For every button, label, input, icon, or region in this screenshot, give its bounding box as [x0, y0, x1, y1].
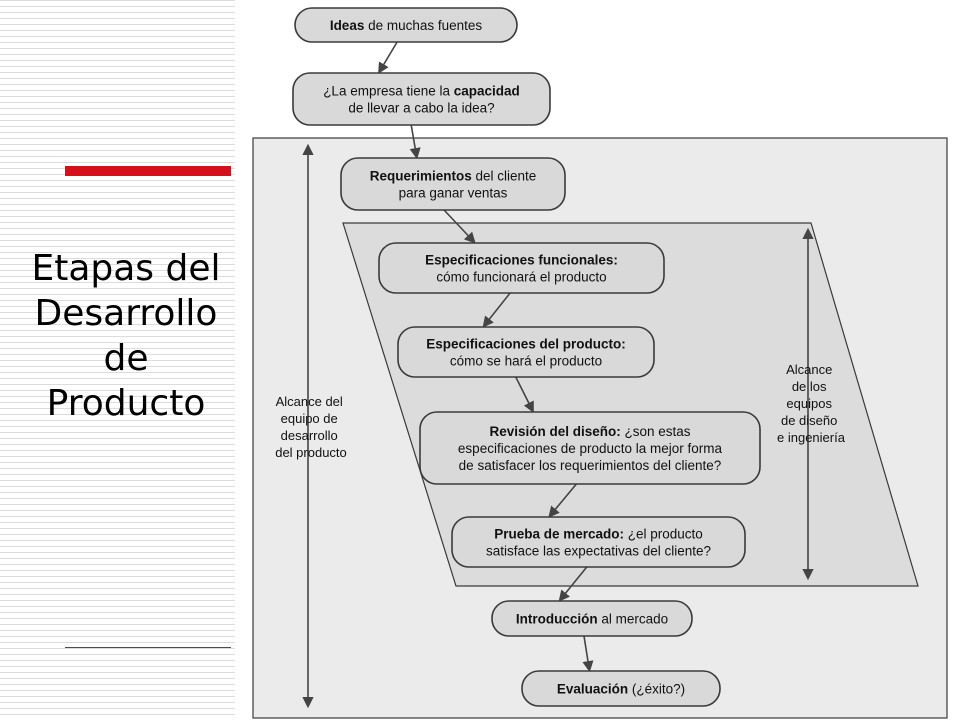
red-accent-bar	[65, 166, 231, 176]
flow-step-text: Prueba de mercado: ¿el producto satisface las expectativas del cliente?	[485, 526, 712, 559]
title-line-3: de	[103, 338, 149, 379]
flow-step-2	[293, 73, 550, 125]
flow-step-box	[398, 327, 654, 377]
flow-step-text: Introducción al mercado	[515, 611, 669, 627]
flow-step-text: Ideas de muchas fuentes	[329, 18, 483, 33]
flow-step-box	[452, 517, 745, 567]
flow-arrow	[379, 42, 397, 72]
flow-step-text: Especificaciones funcionales: cómo funcionará el producto	[425, 252, 618, 285]
flow-step-5	[398, 327, 654, 377]
product-development-diagram	[238, 0, 960, 720]
diagram-canvas	[238, 0, 960, 720]
flow-step-1	[295, 8, 517, 42]
flow-step-7	[452, 517, 745, 567]
flow-step-3	[341, 158, 565, 210]
flow-step-text: Evaluación (¿éxito?)	[556, 681, 686, 697]
flow-step-4	[379, 243, 664, 293]
title-line-1: Etapas del	[31, 248, 221, 289]
engineering-scope-label: Alcance de los equipos de diseño e ingeniería	[777, 362, 845, 445]
title-line-4: Producto	[46, 383, 206, 424]
flow-step-8	[492, 601, 692, 636]
flow-step-box	[293, 73, 550, 125]
flow-step-text: Especificaciones del producto: cómo se hará el producto	[426, 336, 626, 369]
flow-step-6	[420, 412, 760, 484]
flow-step-text: Requerimientos del cliente para ganar ventas	[369, 168, 537, 201]
flow-step-text: Revisión del diseño: ¿son estas especificaciones de producto la mejor forma de satisfacer los requerimientos del cliente?	[457, 424, 723, 473]
flow-step-text: ¿La empresa tiene la capacidad de llevar a cabo la idea?	[323, 83, 520, 116]
title-line-2: Desarrollo	[34, 293, 218, 334]
flow-step-9	[522, 671, 720, 706]
red-accent-line	[65, 647, 231, 648]
slide-title	[15, 246, 237, 426]
development-team-scope-label: Alcance del equipo de desarrollo del producto	[275, 394, 347, 460]
flow-step-box	[341, 158, 565, 210]
flow-step-box	[379, 243, 664, 293]
